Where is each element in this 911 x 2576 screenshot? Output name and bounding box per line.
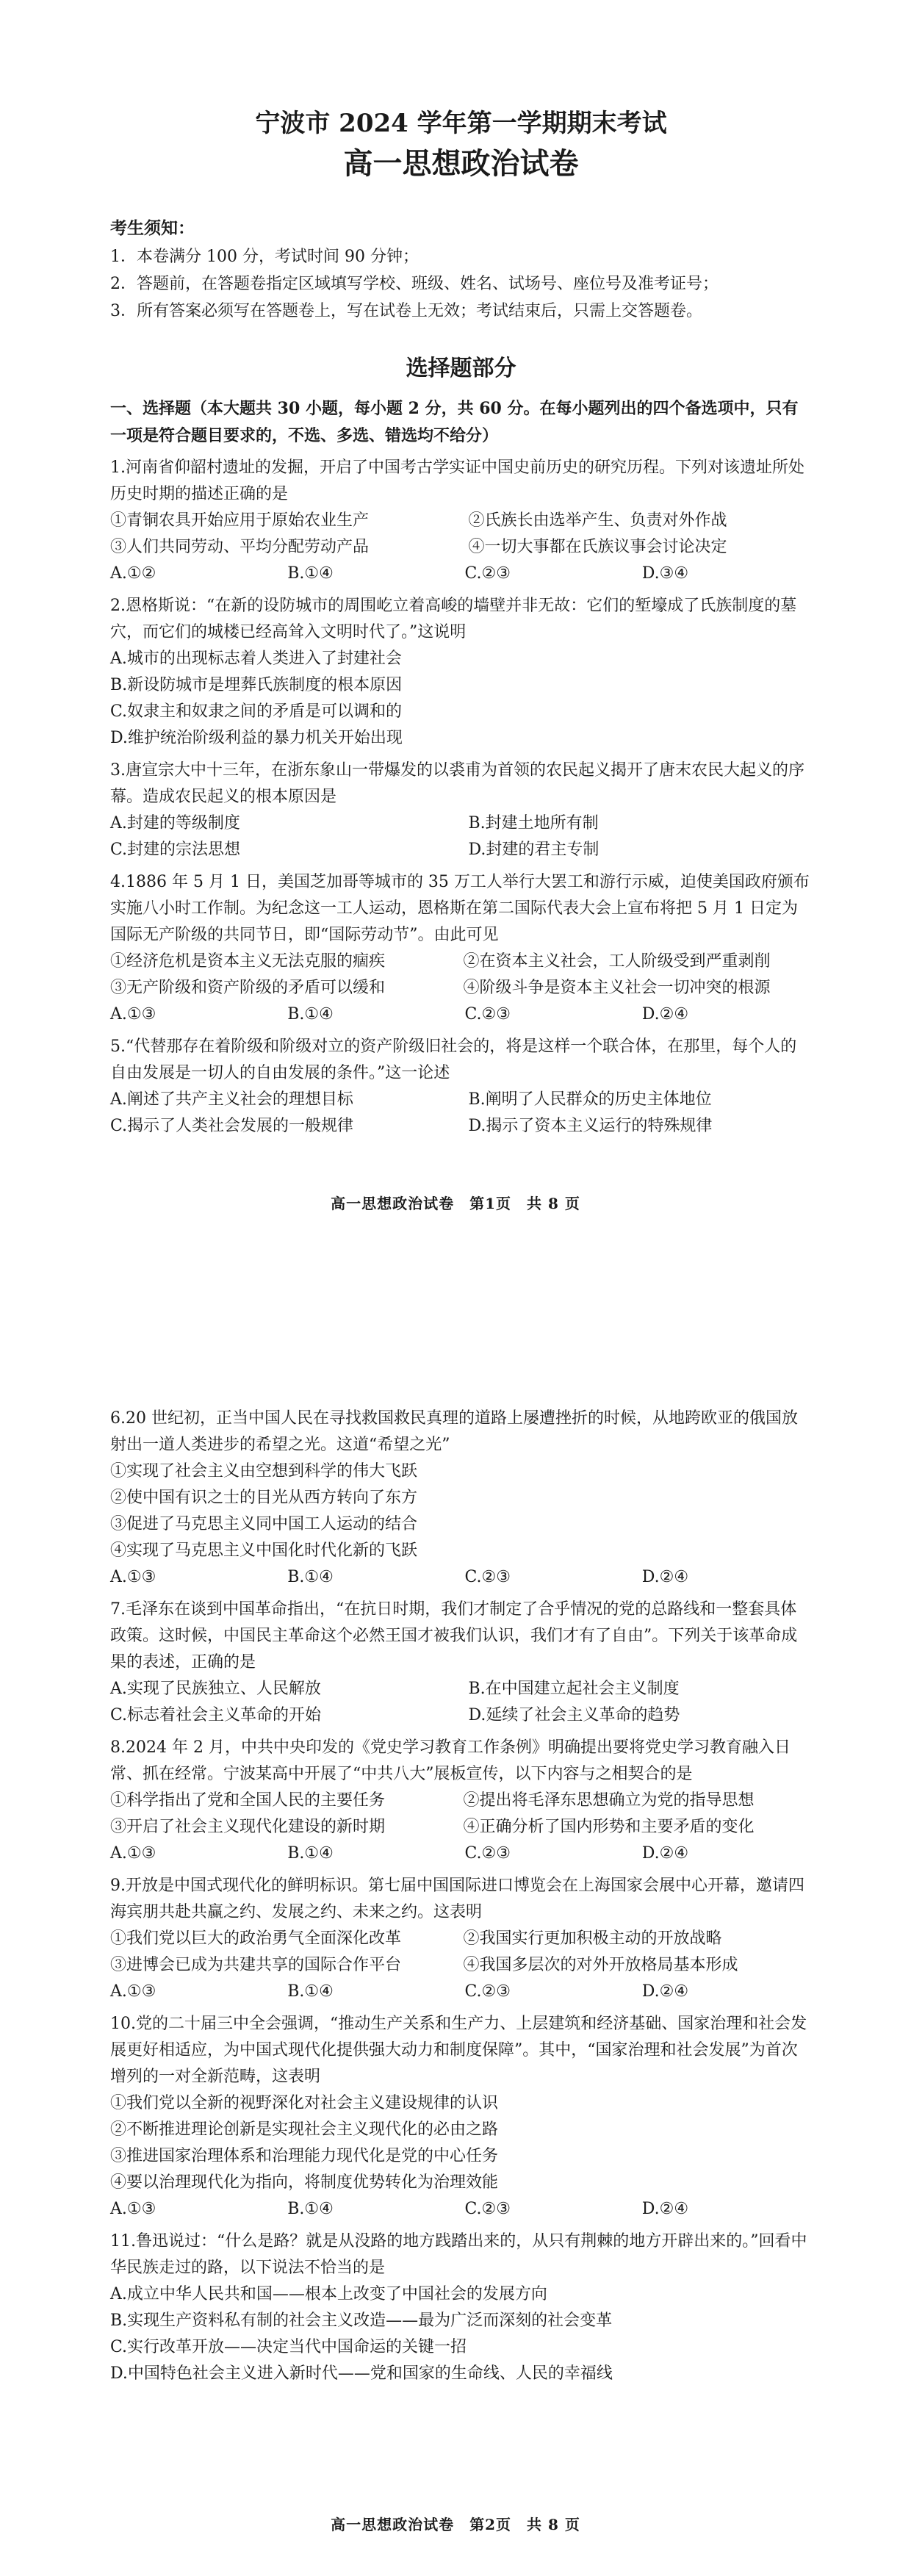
- choice: C.②③: [464, 2200, 511, 2218]
- question-11: [110, 2228, 812, 2387]
- part-lead: 一、选择题: [110, 400, 192, 418]
- option: B.新设防城市是埋葬氏族制度的根本原因: [110, 676, 403, 694]
- choice: B.在中国建立起社会主义制度: [468, 1680, 680, 1698]
- statement: ②氏族长由选举产生、负责对外作战: [468, 511, 727, 530]
- part-description: （本大题共 30 小题，每小题 2 分，共 60 分。在每小题列出的四个备选项中，只有一项是符合题目要求的，不选、多选、错选均不给分）: [110, 399, 799, 445]
- question-4: [110, 869, 812, 1028]
- choice: C.②③: [464, 1844, 511, 1863]
- statement: ②在资本主义社会，工人阶级受到严重剥削: [463, 952, 771, 971]
- choice: A.①③: [110, 1005, 156, 1023]
- question-1: [110, 455, 812, 587]
- question-7: [110, 1597, 812, 1729]
- choice-list: [110, 1979, 812, 2005]
- statement: ②提出将毛泽东思想确立为党的指导思想: [463, 1791, 755, 1810]
- statement: ①科学指出了党和全国人民的主要任务: [110, 1791, 386, 1810]
- choice: D.②④: [641, 1005, 689, 1023]
- choice: B.阐明了人民群众的历史主体地位: [468, 1090, 712, 1109]
- option: A.成立中华人民共和国——根本上改变了中国社会的发展方向: [110, 2285, 547, 2303]
- notice-item: 3．所有答案必须写在答题卷上，写在试卷上无效；考试结束后，只需上交答题卷。: [110, 302, 702, 320]
- choice: A.①③: [110, 1982, 156, 2001]
- statement: ②我国实行更加积极主动的开放战略: [463, 1929, 722, 1948]
- question-stem: 1.河南省仰韶村遗址的发掘，开启了中国考古学实证中国史前历史的研究历程。下列对该遗址所处历史时期的描述正确的是: [110, 458, 804, 503]
- choice-list: [110, 2196, 812, 2223]
- choice: C.揭示了人类社会发展的一般规律: [110, 1117, 354, 1135]
- option: D.中国特色社会主义进入新时代——党和国家的生命线、人民的幸福线: [110, 2364, 613, 2383]
- statement: ③进博会已成为共建共享的国际合作平台: [110, 1956, 402, 1974]
- statement-list: [110, 949, 812, 1001]
- statement-list: [110, 1788, 812, 1841]
- choice: C.②③: [464, 1982, 511, 2001]
- statement: ②使中国有识之士的目光从西方转向了东方: [110, 1489, 418, 1507]
- statement: ③人们共同劳动、平均分配劳动产品: [110, 538, 370, 556]
- page-footer: 高一思想政治试卷 第2页 共 8 页: [331, 2516, 580, 2533]
- choice: D.延续了社会主义革命的趋势: [468, 1706, 680, 1724]
- choice: B.①④: [287, 564, 334, 583]
- choice: A.封建的等级制度: [110, 814, 240, 832]
- exam-page-2: [0, 1308, 911, 2557]
- choice: C.标志着社会主义革命的开始: [110, 1706, 322, 1724]
- question-8: [110, 1735, 812, 1867]
- question-stem: 6.20 世纪初，正当中国人民在寻找救国救民真理的道路上屡遭挫折的时候，从地跨欧亚的俄国放射出一道人类进步的希望之光。这道“希望之光”: [110, 1409, 798, 1454]
- question-stem: 4.1886 年 5 月 1 日，美国芝加哥等城市的 35 万工人举行大罢工和游行示威，迫使美国政府颁布实施八小时工作制。为纪念这一工人运动，恩格斯在第二国际代表大会上宣布将把 5 月 1 日定为国际无产阶级的共同节日，即“国际劳动节”。由此可见: [110, 873, 810, 944]
- statement: ④要以治理现代化为指向，将制度优势转化为治理效能: [110, 2173, 499, 2192]
- notice-heading: 考生须知：: [110, 218, 195, 238]
- choice: C.②③: [464, 1005, 511, 1023]
- question-3: [110, 758, 812, 863]
- choice: C.②③: [464, 1568, 511, 1586]
- part-heading: [110, 395, 812, 449]
- question-stem: 9.开放是中国式现代化的鲜明标识。第七届中国国际进口博览会在上海国家会展中心开幕，邀请四海宾朋共赴共赢之约、发展之约、未来之约。这表明: [110, 1877, 804, 1921]
- choice: B.①④: [287, 1568, 334, 1586]
- statement: ③推进国家治理体系和治理能力现代化是党的中心任务: [110, 2147, 499, 2165]
- choice-list: [110, 810, 812, 863]
- choice: A.阐述了共产主义社会的理想目标: [110, 1090, 353, 1109]
- choice: D.②④: [641, 1844, 689, 1863]
- statement: ④一切大事都在氏族议事会讨论决定: [468, 538, 727, 556]
- option: B.实现生产资料私有制的社会主义改造——最为广泛而深刻的社会变革: [110, 2311, 613, 2330]
- notice-item: 1．本卷满分 100 分，考试时间 90 分钟；: [110, 248, 419, 266]
- notice-list: [110, 243, 812, 325]
- choice-list: [110, 1001, 812, 1028]
- question-stem: 5.“代替那存在着阶级和阶级对立的资产阶级旧社会的，将是这样一个联合体，在那里，每个人的自由发展是一切人的自由发展的条件。”这一论述: [110, 1037, 797, 1082]
- statement: ③促进了马克思主义同中国工人运动的结合: [110, 1515, 418, 1533]
- choice: C.②③: [464, 564, 511, 583]
- option: C.奴隶主和奴隶之间的矛盾是可以调和的: [110, 702, 403, 721]
- statement: ①我们党以巨大的政治勇气全面深化改革: [110, 1929, 402, 1948]
- exam-subtitle: 高一思想政治试卷: [343, 147, 579, 181]
- question-9: [110, 1873, 812, 2005]
- choice-list: [110, 1564, 812, 1591]
- option: D.维护统治阶级利益的暴力机关开始出现: [110, 729, 403, 747]
- question-stem: 8.2024 年 2 月，中共中央印发的《党史学习教育工作条例》明确提出要将党史学习教育融入日常、抓在经常。宁波某高中开展了“中共八大”展板宣传，以下内容与之相契合的是: [110, 1738, 791, 1783]
- statement: ①青铜农具开始应用于原始农业生产: [110, 511, 370, 530]
- notice-item: 2．答题前，在答题卷指定区域填写学校、班级、姓名、试场号、座位号及准考证号；: [110, 275, 719, 293]
- choice: C.封建的宗法思想: [110, 841, 241, 859]
- choice: A.①③: [110, 1844, 156, 1863]
- choice: D.③④: [641, 564, 689, 583]
- statement: ②不断推进理论创新是实现社会主义现代化的必由之路: [110, 2120, 499, 2139]
- statement: ④实现了马克思主义中国化时代化新的飞跃: [110, 1541, 418, 1560]
- question-10: [110, 2011, 812, 2223]
- page-2-content: [110, 1400, 812, 2387]
- exam-page-1: [0, 0, 911, 1249]
- choice: D.②④: [641, 1982, 689, 2001]
- choice: A.①②: [110, 564, 156, 583]
- statement: ④阶级斗争是资本主义社会一切冲突的根源: [463, 979, 771, 997]
- question-5: [110, 1034, 812, 1140]
- page-1-content: [110, 103, 812, 1140]
- choice: B.封建土地所有制: [468, 814, 599, 832]
- exam-title: 宁波市 2024 学年第一学期期末考试: [255, 109, 667, 138]
- question-stem: 10.党的二十届三中全会强调，“推动生产关系和生产力、上层建筑和经济基础、国家治理和社会发展更好相适应，为中国式现代化提供强大动力和制度保障”。其中，“国家治理和社会发展”为首次增列的一对全新范畴，这表明: [110, 2015, 807, 2086]
- choice: A.实现了民族独立、人民解放: [110, 1680, 321, 1698]
- choice-list: [110, 1841, 812, 1867]
- statement: ④我国多层次的对外开放格局基本形成: [463, 1956, 738, 1974]
- statement-list: [110, 1926, 812, 1979]
- choice: B.①④: [287, 1982, 334, 2001]
- choice: D.②④: [641, 2200, 689, 2218]
- statement: ④正确分析了国内形势和主要矛盾的变化: [463, 1818, 755, 1836]
- question-stem: 2.恩格斯说：“在新的设防城市的周围屹立着高峻的墙壁并非无故：它们的堑壕成了氏族制度的墓穴，而它们的城楼已经高耸入文明时代了。”这说明: [110, 597, 797, 641]
- question-stem: 3.唐宣宗大中十三年，在浙东象山一带爆发的以裘甫为首领的农民起义揭开了唐末农民大起义的序幕。造成农民起义的根本原因是: [110, 761, 804, 806]
- choice-list: [110, 1087, 812, 1140]
- choice-list: [110, 1676, 812, 1729]
- choice: D.揭示了资本主义运行的特殊规律: [468, 1117, 713, 1135]
- statement: ①实现了社会主义由空想到科学的伟大飞跃: [110, 1462, 418, 1481]
- statement: ③无产阶级和资产阶级的矛盾可以缓和: [110, 979, 386, 997]
- option: C.实行改革开放——决定当代中国命运的关键一招: [110, 2338, 467, 2356]
- statement: ①经济危机是资本主义无法克服的痼疾: [110, 952, 386, 971]
- choice: B.①④: [287, 1844, 334, 1863]
- choice: A.①③: [110, 1568, 156, 1586]
- choice: B.①④: [287, 2200, 334, 2218]
- statement: ③开启了社会主义现代化建设的新时期: [110, 1818, 386, 1836]
- option: A.城市的出现标志着人类进入了封建社会: [110, 650, 402, 668]
- choice: D.②④: [641, 1568, 689, 1586]
- question-stem: 11.鲁迅说过：“什么是路？就是从没路的地方践踏出来的，从只有荆棘的地方开辟出来的。”回看中华民族走过的路，以下说法不恰当的是: [110, 2232, 807, 2277]
- choice: A.①③: [110, 2200, 156, 2218]
- page-footer: 高一思想政治试卷 第1页 共 8 页: [331, 1195, 580, 1212]
- question-2: [110, 593, 812, 752]
- statement-list: [110, 508, 812, 561]
- choice: B.①④: [287, 1005, 334, 1023]
- statement: ①我们党以全新的视野深化对社会主义建设规律的认识: [110, 2094, 499, 2112]
- question-stem: 7.毛泽东在谈到中国革命指出，“在抗日时期，我们才制定了合乎情况的党的总路线和一整套具体政策。这时候，中国民主革命这个必然王国才被我们认识，我们才有了自由”。下列关于该革命成果的表述，正确的是: [110, 1600, 798, 1672]
- choice-list: [110, 561, 812, 587]
- section-title: 选择题部分: [406, 356, 516, 381]
- question-6: [110, 1406, 812, 1591]
- choice: D.封建的君主专制: [468, 841, 599, 859]
